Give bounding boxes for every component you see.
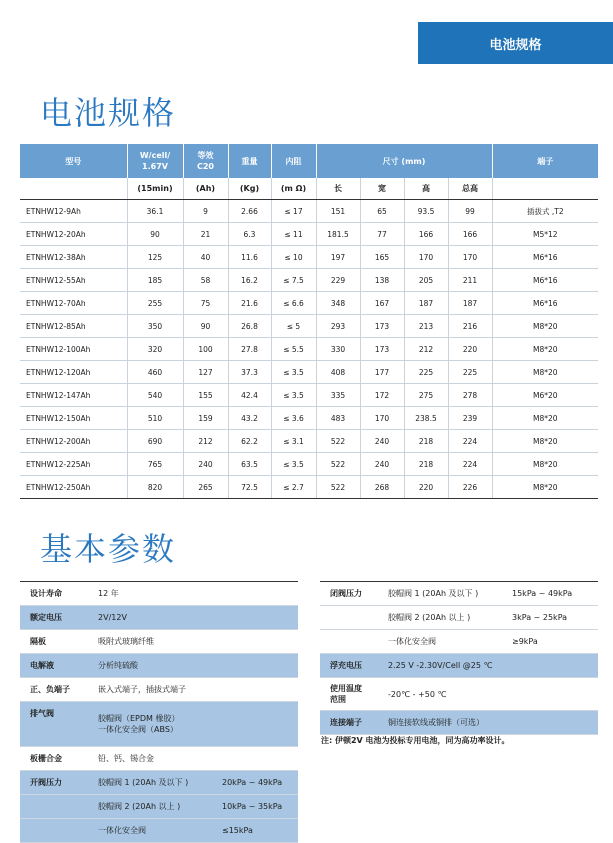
param-row-closing-pressure-3 (320, 630, 598, 654)
table-row (20, 223, 598, 246)
table-cell: 151 (316, 200, 360, 223)
table-cell: 165 (360, 246, 404, 269)
footnote: 注: 伊顿2V 电池为投标专用电池，同为高功率设计。 (321, 736, 510, 745)
table-cell: 240 (360, 430, 404, 453)
param-label: 开阀压力 (20, 771, 90, 795)
table-cell: 218 (404, 453, 448, 476)
table-cell: 212 (183, 430, 228, 453)
table-cell: 348 (316, 292, 360, 315)
table-cell: 155 (183, 384, 228, 407)
table-cell: 42.4 (228, 384, 271, 407)
param-value: 15kPa ~ 49kPa (504, 582, 598, 606)
param-row-electrolyte (20, 654, 298, 678)
params-left-table (20, 581, 298, 843)
param-subname: 胶帽阀 2 (20Ah 以上 ) (90, 795, 214, 819)
table-cell: 205 (404, 269, 448, 292)
param-row-terminals (20, 678, 298, 702)
unit-wcell: (15min) (127, 178, 183, 200)
table-cell: 330 (316, 338, 360, 361)
param-label: 设计寿命 (20, 582, 90, 606)
param-value: 铜连接软线或铜排（可选） (380, 711, 598, 735)
table-cell: 540 (127, 384, 183, 407)
param-row-opening-pressure-2 (20, 795, 298, 819)
table-cell: 36.1 (127, 200, 183, 223)
table-cell: 93.5 (404, 200, 448, 223)
param-label: 连接端子 (320, 711, 380, 735)
model-cell: ETNHW12-100Ah (20, 338, 127, 361)
param-value: 嵌入式端子，插拔式端子 (90, 678, 298, 702)
model-cell: ETNHW12-150Ah (20, 407, 127, 430)
param-subname: 胶帽阀 1 (20Ah 及以下 ) (380, 582, 504, 606)
unit-total-height: 总高 (448, 178, 492, 200)
table-cell: M6*16 (492, 269, 598, 292)
table-cell: 127 (183, 361, 228, 384)
param-row-closing-pressure-2 (320, 606, 598, 630)
col-weight: 重量 (228, 144, 271, 178)
table-cell: 58 (183, 269, 228, 292)
table-cell: 181.5 (316, 223, 360, 246)
table-row (20, 453, 598, 476)
table-cell: 2.66 (228, 200, 271, 223)
param-label: 使用温度 范围 (320, 678, 380, 711)
table-row (20, 384, 598, 407)
table-row (20, 430, 598, 453)
table-cell: ≤ 3.1 (271, 430, 316, 453)
param-row-float-voltage (320, 654, 598, 678)
param-value: ≤15kPa (214, 819, 298, 843)
table-row (20, 476, 598, 499)
table-cell: M6*16 (492, 292, 598, 315)
table-cell: 238.5 (404, 407, 448, 430)
param-value: 2.25 V -2.30V/Cell @25 ℃ (380, 654, 598, 678)
table-cell: M6*16 (492, 246, 598, 269)
table-cell: ≤ 2.7 (271, 476, 316, 499)
table-cell: 173 (360, 338, 404, 361)
unit-height: 高 (404, 178, 448, 200)
table-cell: 408 (316, 361, 360, 384)
table-cell: 21 (183, 223, 228, 246)
param-value: 铅、钙、锡合金 (90, 747, 298, 771)
section-title-params: 基本参数 (40, 530, 177, 568)
param-value: 3kPa ~ 25kPa (504, 606, 598, 630)
table-cell: ≤ 3.6 (271, 407, 316, 430)
spec-header-row (20, 144, 598, 178)
param-value: 10kPa ~ 35kPa (214, 795, 298, 819)
table-cell: 522 (316, 430, 360, 453)
table-cell: 225 (404, 361, 448, 384)
table-cell: 510 (127, 407, 183, 430)
table-cell: 159 (183, 407, 228, 430)
table-cell: 320 (127, 338, 183, 361)
col-rating: 等效 C20 (183, 144, 228, 178)
param-subname: 胶帽阀 1 (20Ah 及以下 ) (90, 771, 214, 795)
table-cell: 166 (448, 223, 492, 246)
table-row (20, 200, 598, 223)
param-label: 额定电压 (20, 606, 90, 630)
param-label: 正、负端子 (20, 678, 90, 702)
table-cell: 218 (404, 430, 448, 453)
table-cell: 197 (316, 246, 360, 269)
table-cell: 185 (127, 269, 183, 292)
unit-weight: (Kg) (228, 178, 271, 200)
table-cell: 170 (360, 407, 404, 430)
table-row (20, 315, 598, 338)
col-terminal: 端子 (492, 144, 598, 178)
table-cell: 220 (404, 476, 448, 499)
table-cell: 239 (448, 407, 492, 430)
table-cell: 9 (183, 200, 228, 223)
param-row-grid-alloy (20, 747, 298, 771)
param-row-vent (20, 702, 298, 747)
model-cell: ETNHW12-85Ah (20, 315, 127, 338)
table-cell: 90 (127, 223, 183, 246)
table-cell: 255 (127, 292, 183, 315)
table-cell: 27.8 (228, 338, 271, 361)
table-cell: 72.5 (228, 476, 271, 499)
param-subname: 一体化安全阀 (380, 630, 504, 654)
table-cell: 167 (360, 292, 404, 315)
table-cell: M8*20 (492, 361, 598, 384)
table-cell: 6.3 (228, 223, 271, 246)
table-cell: 插拔式 ,T2 (492, 200, 598, 223)
table-cell: 350 (127, 315, 183, 338)
param-row-design-life (20, 582, 298, 606)
table-cell: 240 (183, 453, 228, 476)
table-cell: 268 (360, 476, 404, 499)
table-cell: ≤ 6.6 (271, 292, 316, 315)
param-label: 电解液 (20, 654, 90, 678)
table-cell: ≤ 5.5 (271, 338, 316, 361)
table-cell: 75 (183, 292, 228, 315)
table-row (20, 407, 598, 430)
header-tab (418, 22, 613, 64)
table-cell: M8*20 (492, 315, 598, 338)
param-subname: 胶帽阀 2 (20Ah 以上 ) (380, 606, 504, 630)
model-cell: ETNHW12-70Ah (20, 292, 127, 315)
param-row-rated-voltage (20, 606, 298, 630)
param-value: 胶帽阀（EPDM 橡胶） 一体化安全阀（ABS） (90, 702, 298, 747)
table-cell: 216 (448, 315, 492, 338)
model-cell: ETNHW12-225Ah (20, 453, 127, 476)
param-value: ≥9kPa (504, 630, 598, 654)
table-cell: 226 (448, 476, 492, 499)
table-cell: M6*20 (492, 384, 598, 407)
model-cell: ETNHW12-250Ah (20, 476, 127, 499)
params-right-table (320, 581, 598, 735)
param-value: 20kPa ~ 49kPa (214, 771, 298, 795)
table-cell: M5*12 (492, 223, 598, 246)
table-cell: 177 (360, 361, 404, 384)
table-cell: 229 (316, 269, 360, 292)
table-cell: 213 (404, 315, 448, 338)
table-cell: 278 (448, 384, 492, 407)
model-cell: ETNHW12-38Ah (20, 246, 127, 269)
table-cell: 77 (360, 223, 404, 246)
table-cell: 335 (316, 384, 360, 407)
unit-width: 宽 (360, 178, 404, 200)
table-cell: M8*20 (492, 407, 598, 430)
table-cell: 220 (448, 338, 492, 361)
section-title-specs: 电池规格 (40, 94, 177, 132)
spec-table (20, 144, 598, 499)
table-row (20, 269, 598, 292)
table-cell: M8*20 (492, 453, 598, 476)
table-cell: 63.5 (228, 453, 271, 476)
table-cell: ≤ 3.5 (271, 453, 316, 476)
table-cell: 170 (404, 246, 448, 269)
table-cell: 212 (404, 338, 448, 361)
unit-resistance: (m Ω) (271, 178, 316, 200)
model-cell: ETNHW12-147Ah (20, 384, 127, 407)
table-cell: 11.6 (228, 246, 271, 269)
table-cell: 224 (448, 430, 492, 453)
param-row-separator (20, 630, 298, 654)
table-cell: 265 (183, 476, 228, 499)
table-cell: 62.2 (228, 430, 271, 453)
table-cell: 21.6 (228, 292, 271, 315)
model-cell: ETNHW12-55Ah (20, 269, 127, 292)
unit-length: 长 (316, 178, 360, 200)
col-model: 型号 (20, 144, 127, 178)
param-subname: 一体化安全阀 (90, 819, 214, 843)
param-label: 浮充电压 (320, 654, 380, 678)
model-cell: ETNHW12-9Ah (20, 200, 127, 223)
table-cell: ≤ 7.5 (271, 269, 316, 292)
table-cell: 99 (448, 200, 492, 223)
param-label: 闭阀压力 (320, 582, 380, 606)
table-cell: 293 (316, 315, 360, 338)
table-cell: 224 (448, 453, 492, 476)
param-value: -20℃ - +50 ℃ (380, 678, 598, 711)
table-cell: 26.8 (228, 315, 271, 338)
table-cell: ≤ 17 (271, 200, 316, 223)
table-cell: 43.2 (228, 407, 271, 430)
table-cell: M8*20 (492, 476, 598, 499)
param-label: 排气阀 (20, 702, 90, 747)
param-value: 12 年 (90, 582, 298, 606)
table-cell: 765 (127, 453, 183, 476)
table-cell: 820 (127, 476, 183, 499)
header-tab-label: 电池规格 (489, 37, 542, 53)
col-dimensions: 尺寸 (mm) (316, 144, 492, 178)
table-cell: M8*20 (492, 338, 598, 361)
model-cell: ETNHW12-200Ah (20, 430, 127, 453)
table-cell: 65 (360, 200, 404, 223)
table-cell: 275 (404, 384, 448, 407)
param-value: 2V/12V (90, 606, 298, 630)
table-cell: 100 (183, 338, 228, 361)
table-cell: 225 (448, 361, 492, 384)
table-cell: ≤ 10 (271, 246, 316, 269)
table-cell: 90 (183, 315, 228, 338)
table-cell: 173 (360, 315, 404, 338)
table-cell: 460 (127, 361, 183, 384)
table-cell: 690 (127, 430, 183, 453)
table-cell: 187 (404, 292, 448, 315)
table-row (20, 338, 598, 361)
table-cell: 483 (316, 407, 360, 430)
col-wcell: W/cell/ 1.67V (127, 144, 183, 178)
col-resistance: 内阻 (271, 144, 316, 178)
param-label: 隔板 (20, 630, 90, 654)
table-cell: 187 (448, 292, 492, 315)
param-value: 分析纯硫酸 (90, 654, 298, 678)
table-cell: ≤ 3.5 (271, 384, 316, 407)
model-cell: ETNHW12-120Ah (20, 361, 127, 384)
table-cell: 138 (360, 269, 404, 292)
table-cell: 172 (360, 384, 404, 407)
param-label: 板栅合金 (20, 747, 90, 771)
table-row (20, 292, 598, 315)
unit-capacity: (Ah) (183, 178, 228, 200)
param-row-connector (320, 711, 598, 735)
table-cell: 211 (448, 269, 492, 292)
table-row (20, 246, 598, 269)
table-cell: ≤ 11 (271, 223, 316, 246)
table-cell: M8*20 (492, 430, 598, 453)
param-row-opening-pressure-1 (20, 771, 298, 795)
param-row-closing-pressure-1 (320, 582, 598, 606)
table-cell: ≤ 3.5 (271, 361, 316, 384)
table-cell: 240 (360, 453, 404, 476)
spec-units-row (20, 178, 598, 200)
param-value: 吸附式玻璃纤维 (90, 630, 298, 654)
table-cell: 16.2 (228, 269, 271, 292)
table-row (20, 361, 598, 384)
table-cell: 166 (404, 223, 448, 246)
table-cell: 170 (448, 246, 492, 269)
table-cell: 37.3 (228, 361, 271, 384)
table-cell: 40 (183, 246, 228, 269)
param-row-temperature (320, 678, 598, 711)
table-cell: 522 (316, 453, 360, 476)
table-cell: 125 (127, 246, 183, 269)
model-cell: ETNHW12-20Ah (20, 223, 127, 246)
table-cell: ≤ 5 (271, 315, 316, 338)
table-cell: 522 (316, 476, 360, 499)
